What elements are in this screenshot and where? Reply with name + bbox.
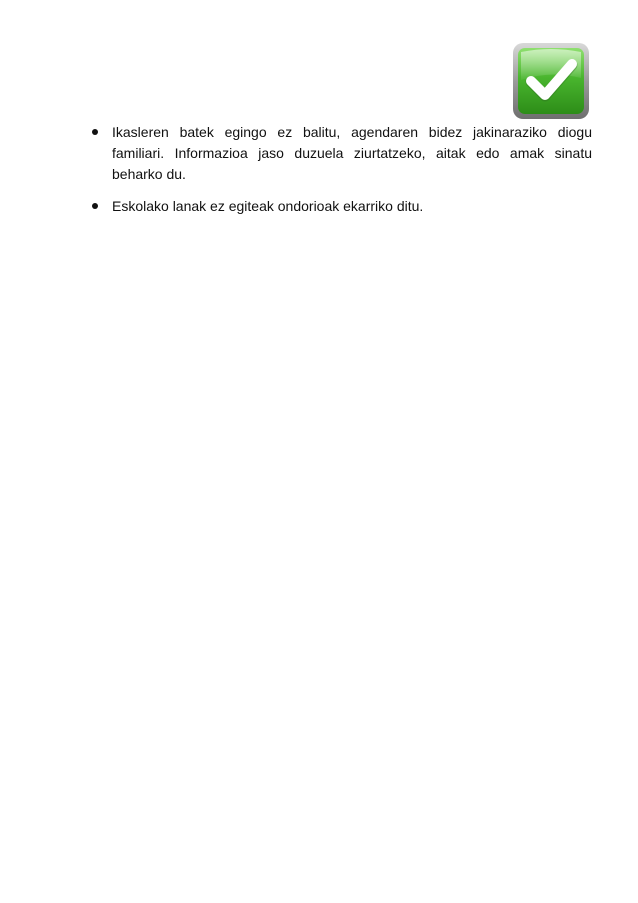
checkmark-icon	[512, 42, 590, 120]
list-item	[84, 196, 592, 217]
list-item-text: Ikasleren batek egingo ez balitu, agendaren bidez jakinaraziko diogu familiari. Informazioa jaso duzuela ziurtatzeko, aitak edo amak sinatu beharko du.	[112, 124, 592, 182]
bullet-icon	[92, 129, 98, 135]
bullet-list	[84, 122, 592, 228]
list-item	[84, 122, 592, 185]
list-item-text: Eskolako lanak ez egiteak ondorioak ekarriko ditu.	[112, 198, 424, 214]
bullet-icon	[92, 203, 98, 209]
